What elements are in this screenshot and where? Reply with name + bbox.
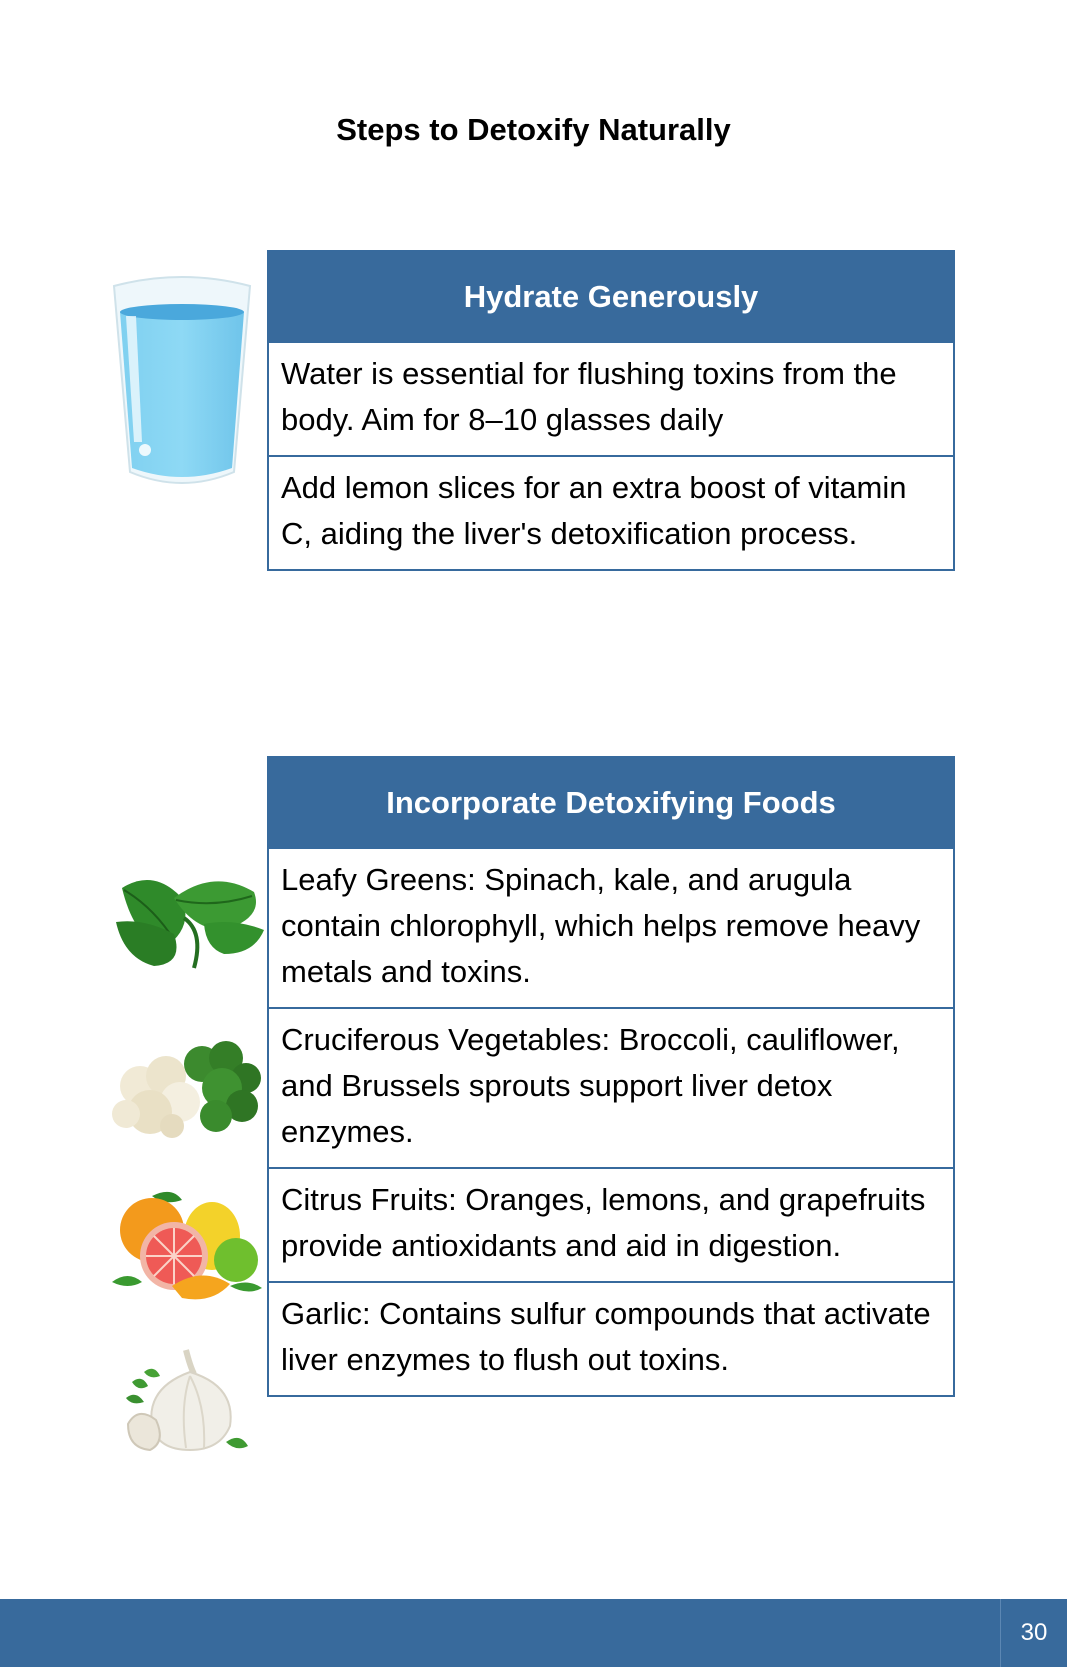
- hydrate-heading: Hydrate Generously: [269, 252, 953, 341]
- list-item: Garlic: Contains sulfur compounds that activate liver enzymes to flush out toxins.: [269, 1281, 953, 1395]
- citrus-fruits-icon: [112, 1186, 262, 1302]
- hydrate-card: [267, 250, 955, 571]
- page-title: Steps to Detoxify Naturally: [336, 112, 731, 147]
- list-item: Add lemon slices for an extra boost of vitamin C, aiding the liver's detoxification process.: [269, 455, 953, 569]
- list-item: Cruciferous Vegetables: Broccoli, cauliflower, and Brussels sprouts support liver detox enzymes.: [269, 1007, 953, 1167]
- list-item: Citrus Fruits: Oranges, lemons, and grapefruits provide antioxidants and aid in digestion.: [269, 1167, 953, 1281]
- list-item: Water is essential for flushing toxins from the body. Aim for 8–10 glasses daily: [269, 341, 953, 455]
- foods-card: [267, 756, 955, 1397]
- foods-heading: Incorporate Detoxifying Foods: [269, 758, 953, 847]
- water-glass-icon: [110, 272, 254, 494]
- garlic-icon: [124, 1346, 254, 1454]
- page-footer: [0, 1599, 1067, 1667]
- spinach-leaves-icon: [114, 868, 268, 970]
- page-number: 30: [1000, 1599, 1067, 1667]
- list-item: Leafy Greens: Spinach, kale, and arugula contain chlorophyll, which helps remove heavy metals and toxins.: [269, 847, 953, 1007]
- broccoli-cauliflower-icon: [110, 1036, 262, 1140]
